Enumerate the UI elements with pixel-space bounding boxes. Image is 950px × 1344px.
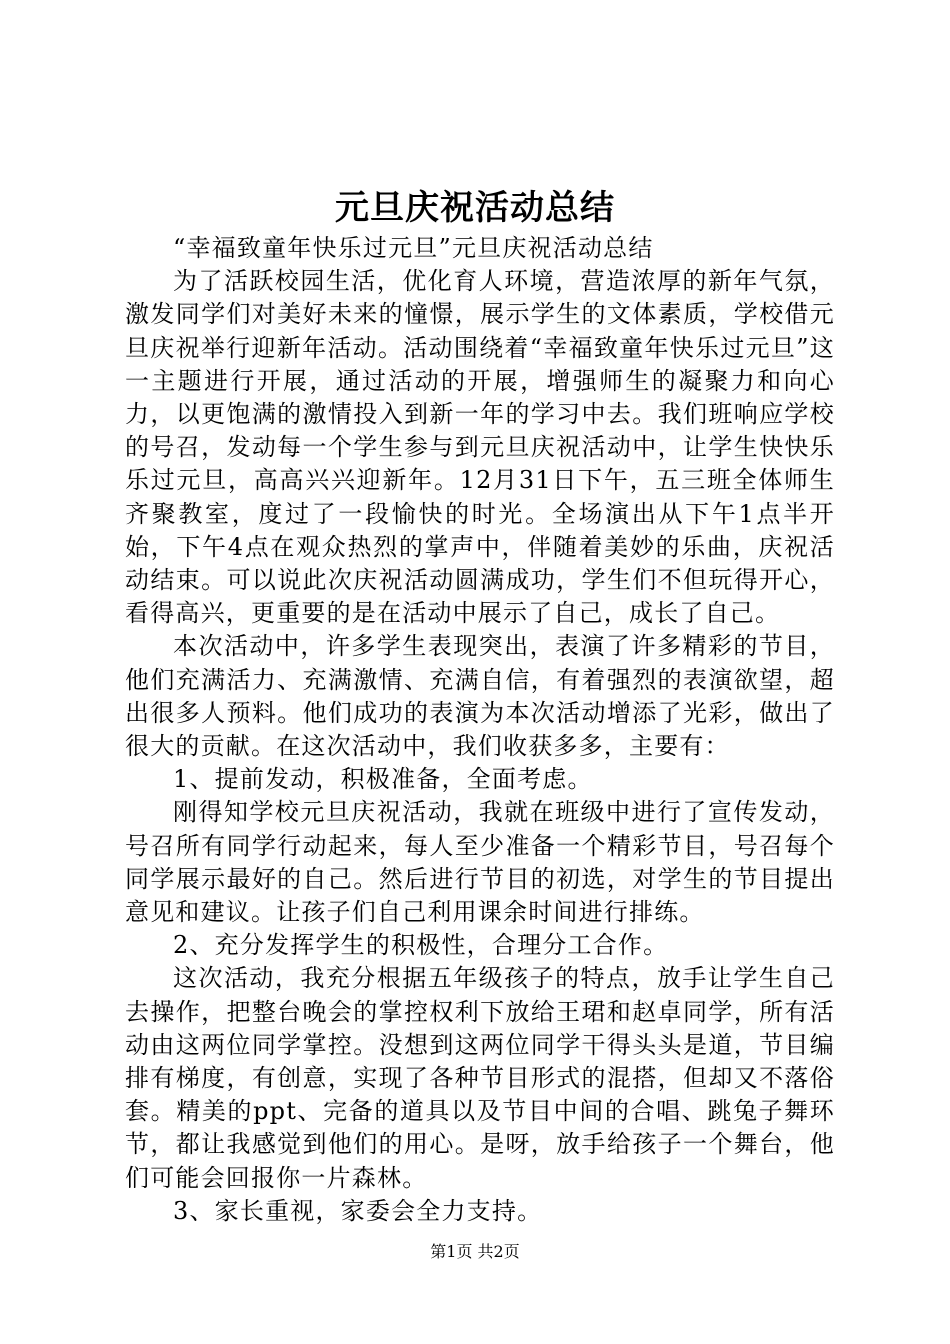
document-body <box>125 232 835 1228</box>
section-heading: 1、提前发动，积极准备，全面考虑。 <box>173 765 593 794</box>
body-paragraph: 这次活动，我充分根据五年级孩子的特点，放手让学生自己去操作，把整台晚会的掌控权利下放给王珺和赵卓同学，所有活动由这两位同学掌控。没想到这两位同学干得头头是道，节目编排有梯度，有创意，实现了各种节目形式的混搭，但却又不落俗套。精美的ppt、完备的道具以及节目中间的合唱、跳兔子舞环节，都让我感觉到他们的用心。是呀，放手给孩子一个舞台，他们可能会回报你一片森林。 <box>125 964 835 1192</box>
body-paragraph: 为了活跃校园生活，优化育人环境，营造浓厚的新年气氛，激发同学们对美好未来的憧憬，展示学生的文体素质，学校借元旦庆祝举行迎新年活动。活动围绕着“幸福致童年快乐过元旦”这一主题进行开展，通过活动的开展，增强师生的凝聚力和向心力，以更饱满的激情投入到新一年的学习中去。我们班响应学校的号召，发动每一个学生参与到元旦庆祝活动中，让学生快快乐乐过元旦，高高兴兴迎新年。12月31日下午，五三班全体师生齐聚教室，度过了一段愉快的时光。全场演出从下午1点半开始，下午4点在观众热烈的掌声中，伴随着美妙的乐曲，庆祝活动结束。可以说此次庆祝活动圆满成功，学生们不但玩得开心，看得高兴，更重要的是在活动中展示了自己，成长了自己。 <box>125 267 835 628</box>
section-heading: 3、家长重视，家委会全力支持。 <box>173 1196 543 1225</box>
body-paragraph: 本次活动中，许多学生表现突出，表演了许多精彩的节目，他们充满活力、充满激情、充满自信，有着强烈的表演欲望，超出很多人预料。他们成功的表演为本次活动增添了光彩，做出了很大的贡献。在这次活动中，我们收获多多，主要有： <box>125 632 835 761</box>
section-heading: 2、充分发挥学生的积极性，合理分工合作。 <box>173 931 669 960</box>
page-footer: 第1页 共2页 <box>430 1242 520 1261</box>
document-title: 元旦庆祝活动总结 <box>335 188 615 228</box>
body-paragraph: 刚得知学校元旦庆祝活动，我就在班级中进行了宣传发动，号召所有同学行动起来，每人至少准备一个精彩节目，号召每个同学展示最好的自己。然后进行节目的初选，对学生的节目提出意见和建议。让孩子们自己利用课余时间进行排练。 <box>125 798 835 927</box>
subtitle-paragraph: “幸福致童年快乐过元旦”元旦庆祝活动总结 <box>173 234 654 262</box>
